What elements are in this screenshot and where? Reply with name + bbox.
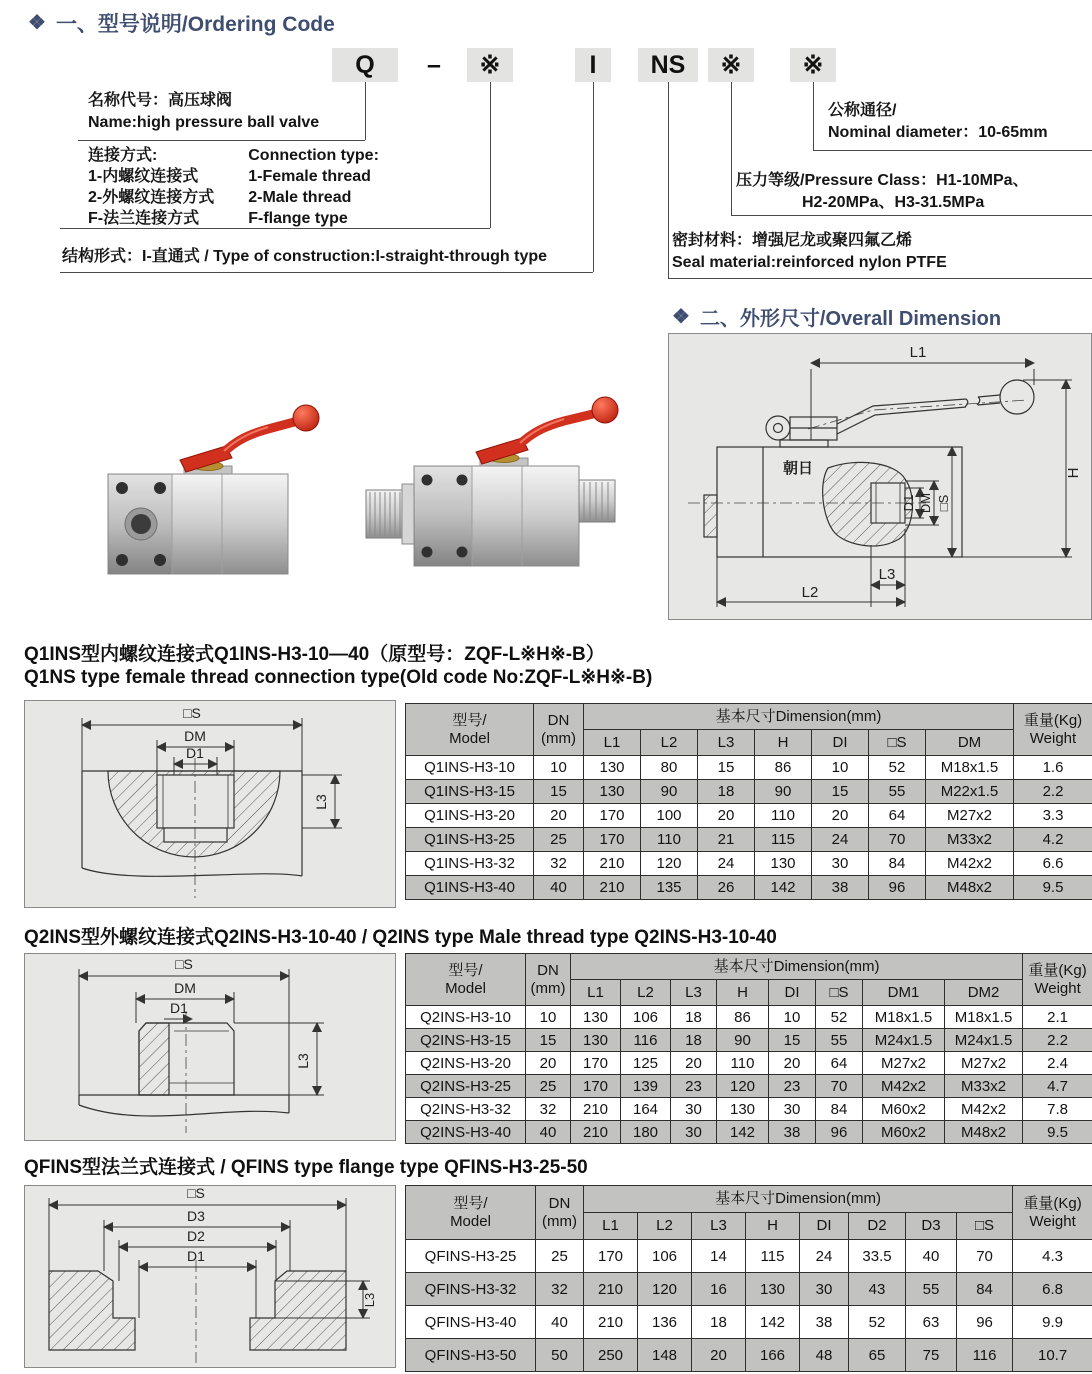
table-cell: 16 <box>692 1273 746 1306</box>
table-cell: 30 <box>671 1098 717 1121</box>
table-cell: 170 <box>584 1240 638 1273</box>
table-cell: M33x2 <box>945 1075 1023 1098</box>
table-cell: 130 <box>746 1273 800 1306</box>
table-cell: 55 <box>869 780 926 804</box>
table-cell: M42x2 <box>945 1098 1023 1121</box>
connector-line <box>60 272 593 273</box>
table-cell: 32 <box>536 1273 584 1306</box>
table-row <box>406 1075 1092 1098</box>
connector-line <box>365 82 366 140</box>
dim-label-d1: D1 <box>187 1248 205 1264</box>
table-cell: 120 <box>638 1273 692 1306</box>
table-cell: 130 <box>584 780 641 804</box>
col-header-dim: DM1 <box>863 980 945 1006</box>
q1ins-dimension-table <box>405 703 1092 900</box>
table-cell: 20 <box>671 1052 717 1075</box>
qfins-dimension-table <box>405 1185 1092 1372</box>
connector-line <box>813 82 814 150</box>
table-cell: 7.8 <box>1023 1098 1092 1121</box>
table-row <box>406 1052 1092 1075</box>
section1-heading <box>28 8 335 38</box>
table-cell: M60x2 <box>863 1121 945 1144</box>
table-cell: 38 <box>769 1121 816 1144</box>
dim-label-h: H <box>1065 467 1082 479</box>
table-cell: 250 <box>584 1339 638 1372</box>
dim-label-l3: L3 <box>313 794 329 810</box>
col-header-dim: L1 <box>584 1213 638 1240</box>
cell-model: QFINS-H3-40 <box>406 1306 536 1339</box>
table-cell: 10 <box>812 756 869 780</box>
dim-label-d3: D3 <box>187 1208 205 1224</box>
table-cell: 15 <box>698 756 755 780</box>
table-cell: 84 <box>816 1098 863 1121</box>
dim-label-dm: DM <box>174 980 196 996</box>
table-cell: M18x1.5 <box>945 1006 1023 1029</box>
table-cell: 25 <box>536 1240 584 1273</box>
table-cell: 48 <box>800 1339 849 1372</box>
table-cell: 142 <box>746 1306 800 1339</box>
col-header-dim: L2 <box>641 730 698 756</box>
table-cell: 15 <box>526 1029 571 1052</box>
col-header-dim: L3 <box>692 1213 746 1240</box>
table-cell: 210 <box>571 1098 621 1121</box>
table-cell: 170 <box>571 1052 621 1075</box>
q1ins-title-cn: Q1INS型内螺纹连接式Q1INS-H3-10—40（原型号：ZQF-L※H※-B） <box>24 644 605 665</box>
col-header-dim: DI <box>812 730 869 756</box>
col-header-dim: □S <box>869 730 926 756</box>
table-cell: 70 <box>816 1075 863 1098</box>
table-cell: 4.7 <box>1023 1075 1092 1098</box>
dim-label-l2: L2 <box>801 584 819 601</box>
col-header-dim: L1 <box>584 730 641 756</box>
pressure-line2: H2-20MPa、H3-31.5MPa <box>802 194 985 211</box>
dim-label-l3: L3 <box>878 566 896 583</box>
cell-model: Q2INS-H3-20 <box>406 1052 526 1075</box>
table-cell: 23 <box>671 1075 717 1098</box>
table-cell: 30 <box>800 1273 849 1306</box>
col-header-weight: 重量(Kg) Weight <box>1023 954 1092 1006</box>
seal-label-en: Seal material:reinforced nylon PTFE <box>672 254 947 271</box>
col-header-weight: 重量(Kg) Weight <box>1013 1186 1092 1240</box>
table-cell: 142 <box>717 1121 769 1144</box>
table-cell: 170 <box>571 1075 621 1098</box>
table-cell: 3.3 <box>1014 804 1092 828</box>
table-cell: 6.6 <box>1014 852 1092 876</box>
table-cell: 52 <box>869 756 926 780</box>
col-header-dim: □S <box>816 980 863 1006</box>
table-cell: 52 <box>849 1306 906 1339</box>
col-header-dim: L2 <box>638 1213 692 1240</box>
connector-line <box>668 82 669 278</box>
q2ins-cross-section-drawing <box>24 953 396 1141</box>
connection-label <box>88 145 379 229</box>
table-cell: 70 <box>957 1240 1013 1273</box>
name-label-cn: 名称代号：高压球阀 <box>88 92 233 109</box>
table-cell: 84 <box>869 852 926 876</box>
code-box-construction: I <box>575 48 611 82</box>
table-cell: 33.5 <box>849 1240 906 1273</box>
table-cell: 166 <box>746 1339 800 1372</box>
name-label-en: Name:high pressure ball valve <box>88 114 320 131</box>
table-row <box>406 876 1092 900</box>
construction-label: 结构形式：I-直通式 / Type of construction:I-straight-through type <box>62 248 548 265</box>
table-cell: 10 <box>526 1006 571 1029</box>
col-header-dim: DM <box>926 730 1014 756</box>
table-cell: M24x1.5 <box>863 1029 945 1052</box>
table-cell: 210 <box>584 1306 638 1339</box>
table-cell: 2.1 <box>1023 1006 1092 1029</box>
table-cell: 21 <box>698 828 755 852</box>
code-box-nominal: ※ <box>790 48 836 82</box>
nominal-label-en: Nominal diameter：10-65mm <box>828 124 1048 141</box>
table-cell: M33x2 <box>926 828 1014 852</box>
table-cell: 43 <box>849 1273 906 1306</box>
table-cell: 90 <box>641 780 698 804</box>
table-cell: 130 <box>717 1098 769 1121</box>
cell-model: QFINS-H3-25 <box>406 1240 536 1273</box>
table-cell: M48x2 <box>945 1121 1023 1144</box>
table-cell: 24 <box>698 852 755 876</box>
dim-label-s: □S <box>187 1185 205 1201</box>
col-header-dim: L1 <box>571 980 621 1006</box>
dim-label-s: □S <box>936 494 951 512</box>
table-cell: 20 <box>526 1052 571 1075</box>
table-cell: 20 <box>698 804 755 828</box>
table-row <box>406 1339 1092 1372</box>
col-header-dim: H <box>746 1213 800 1240</box>
table-cell: 64 <box>869 804 926 828</box>
code-box-pressure: ※ <box>708 48 754 82</box>
connector-line <box>813 150 1092 151</box>
table-cell: 20 <box>812 804 869 828</box>
product-photo-female-thread-valve <box>80 372 330 597</box>
dim-label-l3: L3 <box>295 1053 311 1069</box>
table-cell: 96 <box>869 876 926 900</box>
table-cell: 38 <box>800 1306 849 1339</box>
q1ins-section-title <box>24 643 652 689</box>
table-cell: 110 <box>755 804 812 828</box>
brand-text: 朝日 <box>783 460 814 477</box>
dim-label-l3: L3 <box>362 1292 377 1308</box>
table-cell: 84 <box>957 1273 1013 1306</box>
table-cell: 15 <box>812 780 869 804</box>
table-cell: 170 <box>584 804 641 828</box>
table-cell: M42x2 <box>863 1075 945 1098</box>
table-cell: 24 <box>800 1240 849 1273</box>
table-cell: M24x1.5 <box>945 1029 1023 1052</box>
table-cell: 106 <box>621 1006 671 1029</box>
product-photo-male-thread-valve <box>352 368 642 583</box>
section2-heading <box>672 302 1001 331</box>
table-cell: 38 <box>812 876 869 900</box>
table-cell: 70 <box>869 828 926 852</box>
table-cell: 63 <box>906 1306 957 1339</box>
code-box-seal: NS <box>638 48 698 82</box>
col-header-dim: L2 <box>621 980 671 1006</box>
cell-model: Q2INS-H3-40 <box>406 1121 526 1144</box>
cell-model: Q1INS-H3-10 <box>406 756 534 780</box>
table-row <box>406 1098 1092 1121</box>
table-cell: 32 <box>534 852 584 876</box>
col-header-dn: DN (mm) <box>526 954 571 1006</box>
table-cell: 15 <box>534 780 584 804</box>
connector-line <box>668 278 1092 279</box>
table-cell: 26 <box>698 876 755 900</box>
connector-line <box>78 140 365 141</box>
q1ins-title-en: Q1NS type female thread connection type(Old code No:ZQF-L※H※-B) <box>24 667 653 688</box>
table-cell: 20 <box>769 1052 816 1075</box>
table-cell: 130 <box>755 852 812 876</box>
cell-model: Q1INS-H3-20 <box>406 804 534 828</box>
table-cell: 210 <box>571 1121 621 1144</box>
code-box-q: Q <box>332 48 398 82</box>
table-cell: 86 <box>717 1006 769 1029</box>
table-cell: 210 <box>584 876 641 900</box>
table-cell: 14 <box>692 1240 746 1273</box>
table-cell: 2.2 <box>1023 1029 1092 1052</box>
table-cell: M27x2 <box>945 1052 1023 1075</box>
table-cell: 9.5 <box>1023 1121 1092 1144</box>
table-cell: 86 <box>755 756 812 780</box>
col-header-weight: 重量(Kg) Weight <box>1014 704 1092 756</box>
table-cell: 65 <box>849 1339 906 1372</box>
table-cell: 139 <box>621 1075 671 1098</box>
table-cell: 32 <box>526 1098 571 1121</box>
table-cell: 64 <box>816 1052 863 1075</box>
table-cell: 6.8 <box>1013 1273 1092 1306</box>
col-header-dim: DI <box>769 980 816 1006</box>
cell-model: Q2INS-H3-10 <box>406 1006 526 1029</box>
table-cell: 130 <box>571 1006 621 1029</box>
cell-model: QFINS-H3-32 <box>406 1273 536 1306</box>
table-cell: 110 <box>641 828 698 852</box>
dim-label-d1: D1 <box>901 494 916 512</box>
cell-model: Q2INS-H3-25 <box>406 1075 526 1098</box>
table-cell: 116 <box>621 1029 671 1052</box>
dim-label-d1: D1 <box>186 745 204 761</box>
table-cell: M18x1.5 <box>926 756 1014 780</box>
connection-label-cn: 连接方式: 1-内螺纹连接式 2-外螺纹连接方式 F-法兰连接方式 <box>88 147 215 227</box>
table-cell: 40 <box>526 1121 571 1144</box>
table-row <box>406 828 1092 852</box>
table-cell: 25 <box>534 828 584 852</box>
code-box-connection: ※ <box>467 48 513 82</box>
nominal-label <box>828 100 1048 144</box>
table-cell: 10.7 <box>1013 1339 1092 1372</box>
col-header-model: 型号/ Model <box>406 954 526 1006</box>
dim-label-l1: L1 <box>909 344 927 361</box>
dim-label-d2: D2 <box>187 1228 205 1244</box>
table-row <box>406 852 1092 876</box>
table-cell: 24 <box>812 828 869 852</box>
col-header-model: 型号/ Model <box>406 704 534 756</box>
table-cell: 90 <box>717 1029 769 1052</box>
connector-line <box>490 82 491 228</box>
table-row <box>406 1306 1092 1339</box>
table-cell: M60x2 <box>863 1098 945 1121</box>
pressure-line1: 压力等级/Pressure Class：H1-10MPa、 <box>736 172 1029 189</box>
table-cell: 130 <box>571 1029 621 1052</box>
table-cell: 180 <box>621 1121 671 1144</box>
table-cell: 106 <box>638 1240 692 1273</box>
table-cell: 30 <box>671 1121 717 1144</box>
connector-line <box>593 82 594 272</box>
table-cell: 10 <box>534 756 584 780</box>
connector-line <box>731 82 732 215</box>
dim-label-s: □S <box>175 956 193 972</box>
connector-line <box>731 215 1092 216</box>
col-header-dim: DM2 <box>945 980 1023 1006</box>
table-cell: M27x2 <box>926 804 1014 828</box>
cell-model: Q1INS-H3-32 <box>406 852 534 876</box>
col-header-dim: H <box>755 730 812 756</box>
table-cell: 136 <box>638 1306 692 1339</box>
table-row <box>406 1006 1092 1029</box>
cell-model: Q1INS-H3-40 <box>406 876 534 900</box>
pressure-label <box>736 170 1029 214</box>
section1-title: 一、型号说明/Ordering Code <box>55 13 335 36</box>
col-header-dimension-group: 基本尺寸Dimension(mm) <box>584 704 1014 730</box>
table-cell: 4.2 <box>1014 828 1092 852</box>
overall-dimension-drawing <box>668 333 1092 620</box>
table-cell: 96 <box>816 1121 863 1144</box>
cell-model: Q1INS-H3-25 <box>406 828 534 852</box>
table-cell: 9.5 <box>1014 876 1092 900</box>
table-cell: 4.3 <box>1013 1240 1092 1273</box>
table-cell: 20 <box>692 1339 746 1372</box>
col-header-dimension-group: 基本尺寸Dimension(mm) <box>571 954 1023 980</box>
col-header-dim: □S <box>957 1213 1013 1240</box>
table-cell: 40 <box>906 1240 957 1273</box>
table-cell: M42x2 <box>926 852 1014 876</box>
section2-title: 二、外形尺寸/Overall Dimension <box>699 308 1002 330</box>
cell-model: Q1INS-H3-15 <box>406 780 534 804</box>
table-cell: 55 <box>906 1273 957 1306</box>
dim-label-dm: DM <box>918 492 933 514</box>
table-cell: 135 <box>641 876 698 900</box>
table-cell: 55 <box>816 1029 863 1052</box>
table-cell: 130 <box>584 756 641 780</box>
table-cell: 1.6 <box>1014 756 1092 780</box>
diamond-icon: ❖ <box>672 305 690 328</box>
col-header-dim: D3 <box>906 1213 957 1240</box>
col-header-dim: L3 <box>698 730 755 756</box>
code-dash: – <box>427 50 441 79</box>
table-cell: 18 <box>692 1306 746 1339</box>
table-cell: 125 <box>621 1052 671 1075</box>
table-cell: 115 <box>746 1240 800 1273</box>
table-cell: 2.2 <box>1014 780 1092 804</box>
cell-model: Q2INS-H3-32 <box>406 1098 526 1121</box>
table-cell: 210 <box>584 852 641 876</box>
table-cell: 210 <box>584 1273 638 1306</box>
connection-label-en: Connection type: 1-Female thread 2-Male thread F-flange type <box>248 147 379 227</box>
table-row <box>406 1273 1092 1306</box>
table-cell: M27x2 <box>863 1052 945 1075</box>
qfins-section-title: QFINS型法兰式连接式 / QFINS type flange type QFINS-H3-25-50 <box>24 1157 588 1178</box>
table-cell: 23 <box>769 1075 816 1098</box>
col-header-dim: D2 <box>849 1213 906 1240</box>
table-cell: 75 <box>906 1339 957 1372</box>
q2ins-section-title: Q2INS型外螺纹连接式Q2INS-H3-10-40 / Q2INS type Male thread type Q2INS-H3-10-40 <box>24 927 777 948</box>
table-cell: 80 <box>641 756 698 780</box>
table-cell: 90 <box>755 780 812 804</box>
col-header-dn: DN (mm) <box>536 1186 584 1240</box>
table-cell: 20 <box>534 804 584 828</box>
table-row <box>406 1029 1092 1052</box>
table-cell: 30 <box>812 852 869 876</box>
table-cell: 100 <box>641 804 698 828</box>
seal-label-cn: 密封材料：增强尼龙或聚四氟乙烯 <box>672 232 913 249</box>
table-cell: 50 <box>536 1339 584 1372</box>
col-header-dimension-group: 基本尺寸Dimension(mm) <box>584 1186 1013 1213</box>
table-cell: M18x1.5 <box>863 1006 945 1029</box>
table-cell: 148 <box>638 1339 692 1372</box>
col-header-dim: H <box>717 980 769 1006</box>
table-cell: 96 <box>957 1306 1013 1339</box>
table-cell: 40 <box>534 876 584 900</box>
table-cell: 116 <box>957 1339 1013 1372</box>
col-header-model: 型号/ Model <box>406 1186 536 1240</box>
col-header-dim: DI <box>800 1213 849 1240</box>
diamond-icon: ❖ <box>28 12 46 34</box>
q2ins-dimension-table <box>405 953 1092 1144</box>
table-row <box>406 780 1092 804</box>
name-label <box>88 90 319 134</box>
table-cell: 164 <box>621 1098 671 1121</box>
dim-label-s: □S <box>183 705 201 721</box>
table-cell: M22x1.5 <box>926 780 1014 804</box>
table-row <box>406 756 1092 780</box>
table-cell: M48x2 <box>926 876 1014 900</box>
table-cell: 30 <box>769 1098 816 1121</box>
table-cell: 18 <box>671 1029 717 1052</box>
dim-label-dm: DM <box>184 728 206 744</box>
table-cell: 142 <box>755 876 812 900</box>
dim-label-d1: D1 <box>170 1000 188 1016</box>
q1ins-cross-section-drawing <box>24 700 396 908</box>
table-cell: 40 <box>536 1306 584 1339</box>
table-row <box>406 1240 1092 1273</box>
table-cell: 9.9 <box>1013 1306 1092 1339</box>
table-cell: 2.4 <box>1023 1052 1092 1075</box>
table-cell: 15 <box>769 1029 816 1052</box>
table-cell: 52 <box>816 1006 863 1029</box>
table-cell: 18 <box>698 780 755 804</box>
seal-label <box>672 230 947 274</box>
table-row <box>406 1121 1092 1144</box>
table-cell: 18 <box>671 1006 717 1029</box>
table-cell: 120 <box>641 852 698 876</box>
table-cell: 25 <box>526 1075 571 1098</box>
table-cell: 110 <box>717 1052 769 1075</box>
col-header-dim: L3 <box>671 980 717 1006</box>
nominal-label-cn: 公称通径/ <box>828 102 897 119</box>
table-cell: 170 <box>584 828 641 852</box>
col-header-dn: DN (mm) <box>534 704 584 756</box>
cell-model: Q2INS-H3-15 <box>406 1029 526 1052</box>
table-cell: 10 <box>769 1006 816 1029</box>
table-cell: 120 <box>717 1075 769 1098</box>
table-cell: 115 <box>755 828 812 852</box>
table-row <box>406 804 1092 828</box>
cell-model: QFINS-H3-50 <box>406 1339 536 1372</box>
qfins-cross-section-drawing <box>24 1185 396 1368</box>
